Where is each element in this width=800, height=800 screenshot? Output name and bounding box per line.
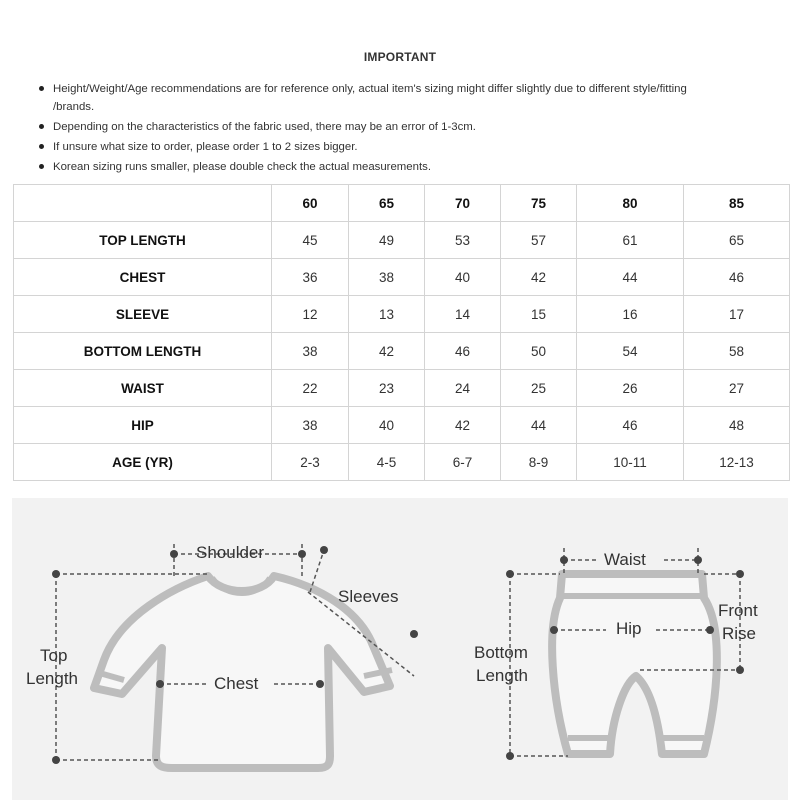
important-notes-list bbox=[36, 79, 776, 177]
dimension-endpoint bbox=[52, 756, 60, 764]
row-label: AGE (YR) bbox=[14, 444, 272, 481]
bullet-icon bbox=[39, 144, 44, 149]
table-row bbox=[14, 296, 790, 333]
note-text: /brands. bbox=[53, 101, 95, 113]
table-cell: 38 bbox=[272, 407, 349, 444]
dimension-endpoint bbox=[410, 630, 418, 638]
table-cell: 46 bbox=[425, 333, 501, 370]
dimension-endpoint bbox=[506, 570, 514, 578]
table-cell: 46 bbox=[577, 407, 684, 444]
dimension-endpoint bbox=[506, 752, 514, 760]
hip-label: Hip bbox=[616, 619, 642, 638]
table-row bbox=[14, 444, 790, 481]
table-cell: 6-7 bbox=[425, 444, 501, 481]
bottom-length-label-line2: Length bbox=[476, 666, 528, 685]
size-header: 75 bbox=[501, 185, 577, 222]
table-cell: 26 bbox=[577, 370, 684, 407]
table-cell: 42 bbox=[425, 407, 501, 444]
table-cell: 23 bbox=[349, 370, 425, 407]
row-label: TOP LENGTH bbox=[14, 222, 272, 259]
table-cell: 24 bbox=[425, 370, 501, 407]
size-header: 60 bbox=[272, 185, 349, 222]
size-header: 70 bbox=[425, 185, 501, 222]
dimension-endpoint bbox=[736, 570, 744, 578]
chest-label: Chest bbox=[214, 674, 259, 693]
size-header: 65 bbox=[349, 185, 425, 222]
table-row bbox=[14, 259, 790, 296]
bullet-icon bbox=[39, 86, 44, 91]
note-text: Depending on the characteristics of the fabric used, there may be an error of 1-3cm. bbox=[53, 121, 476, 133]
note-item bbox=[36, 157, 776, 177]
table-row bbox=[14, 407, 790, 444]
sleeves-label: Sleeves bbox=[338, 587, 399, 606]
table-cell: 44 bbox=[577, 259, 684, 296]
note-text: Korean sizing runs smaller, please double check the actual measurements. bbox=[53, 161, 431, 173]
table-cell: 57 bbox=[501, 222, 577, 259]
top-length-label-line1: Top bbox=[40, 646, 68, 665]
note-continuation bbox=[36, 97, 776, 117]
table-cell: 12 bbox=[272, 296, 349, 333]
dimension-endpoint bbox=[156, 680, 164, 688]
table-cell: 40 bbox=[425, 259, 501, 296]
table-cell: 40 bbox=[349, 407, 425, 444]
table-cell: 15 bbox=[501, 296, 577, 333]
front-rise-label-line1: Front bbox=[718, 601, 758, 620]
table-cell: 38 bbox=[272, 333, 349, 370]
size-chart-table bbox=[13, 184, 790, 481]
dimension-endpoint bbox=[736, 666, 744, 674]
table-cell: 54 bbox=[577, 333, 684, 370]
table-cell: 8-9 bbox=[501, 444, 577, 481]
table-cell: 16 bbox=[577, 296, 684, 333]
dimension-endpoint bbox=[320, 546, 328, 554]
table-cell: 65 bbox=[684, 222, 790, 259]
table-cell: 42 bbox=[501, 259, 577, 296]
table-cell: 46 bbox=[684, 259, 790, 296]
table-cell: 22 bbox=[272, 370, 349, 407]
shoulder-label: Shoulder bbox=[196, 543, 265, 562]
table-cell: 12-13 bbox=[684, 444, 790, 481]
note-item bbox=[36, 79, 776, 99]
measurement-diagram bbox=[12, 498, 788, 800]
top-length-label-line2: Length bbox=[26, 669, 78, 688]
garment-illustration bbox=[12, 498, 788, 800]
front-rise-label-line2: Rise bbox=[722, 624, 757, 643]
table-cell: 10-11 bbox=[577, 444, 684, 481]
dimension-endpoint bbox=[694, 556, 702, 564]
row-label: WAIST bbox=[14, 370, 272, 407]
table-cell: 53 bbox=[425, 222, 501, 259]
note-text: Height/Weight/Age recommendations are for reference only, actual item's sizing might differ slightly due to different style/fitting bbox=[53, 83, 687, 95]
dimension-endpoint bbox=[52, 570, 60, 578]
bullet-icon bbox=[39, 124, 44, 129]
bullet-icon bbox=[39, 164, 44, 169]
dimension-endpoint bbox=[170, 550, 178, 558]
table-cell: 36 bbox=[272, 259, 349, 296]
dimension-endpoint bbox=[706, 626, 714, 634]
bottom-garment-shape bbox=[552, 574, 717, 754]
table-cell: 50 bbox=[501, 333, 577, 370]
table-cell: 2-3 bbox=[272, 444, 349, 481]
table-cell: 42 bbox=[349, 333, 425, 370]
table-cell: 14 bbox=[425, 296, 501, 333]
table-cell: 38 bbox=[349, 259, 425, 296]
table-cell: 49 bbox=[349, 222, 425, 259]
table-header-row bbox=[14, 185, 790, 222]
table-cell: 25 bbox=[501, 370, 577, 407]
size-header: 80 bbox=[577, 185, 684, 222]
row-label: CHEST bbox=[14, 259, 272, 296]
row-label: BOTTOM LENGTH bbox=[14, 333, 272, 370]
table-row bbox=[14, 222, 790, 259]
table-cell: 44 bbox=[501, 407, 577, 444]
dimension-endpoint bbox=[560, 556, 568, 564]
dimension-endpoint bbox=[298, 550, 306, 558]
dimension-endpoint bbox=[550, 626, 558, 634]
note-item bbox=[36, 117, 776, 137]
corner-cell bbox=[14, 185, 272, 222]
table-cell: 45 bbox=[272, 222, 349, 259]
table-row bbox=[14, 370, 790, 407]
note-text: If unsure what size to order, please order 1 to 2 sizes bigger. bbox=[53, 141, 358, 153]
table-cell: 48 bbox=[684, 407, 790, 444]
bottom-length-label-line1: Bottom bbox=[474, 643, 528, 662]
row-label: SLEEVE bbox=[14, 296, 272, 333]
table-cell: 58 bbox=[684, 333, 790, 370]
table-cell: 13 bbox=[349, 296, 425, 333]
important-heading: IMPORTANT bbox=[363, 50, 437, 64]
table-row bbox=[14, 333, 790, 370]
table-cell: 27 bbox=[684, 370, 790, 407]
row-label: HIP bbox=[14, 407, 272, 444]
table-cell: 17 bbox=[684, 296, 790, 333]
table-cell: 4-5 bbox=[349, 444, 425, 481]
size-header: 85 bbox=[684, 185, 790, 222]
table-cell: 61 bbox=[577, 222, 684, 259]
dimension-endpoint bbox=[316, 680, 324, 688]
waist-label: Waist bbox=[604, 550, 646, 569]
note-item bbox=[36, 137, 776, 157]
